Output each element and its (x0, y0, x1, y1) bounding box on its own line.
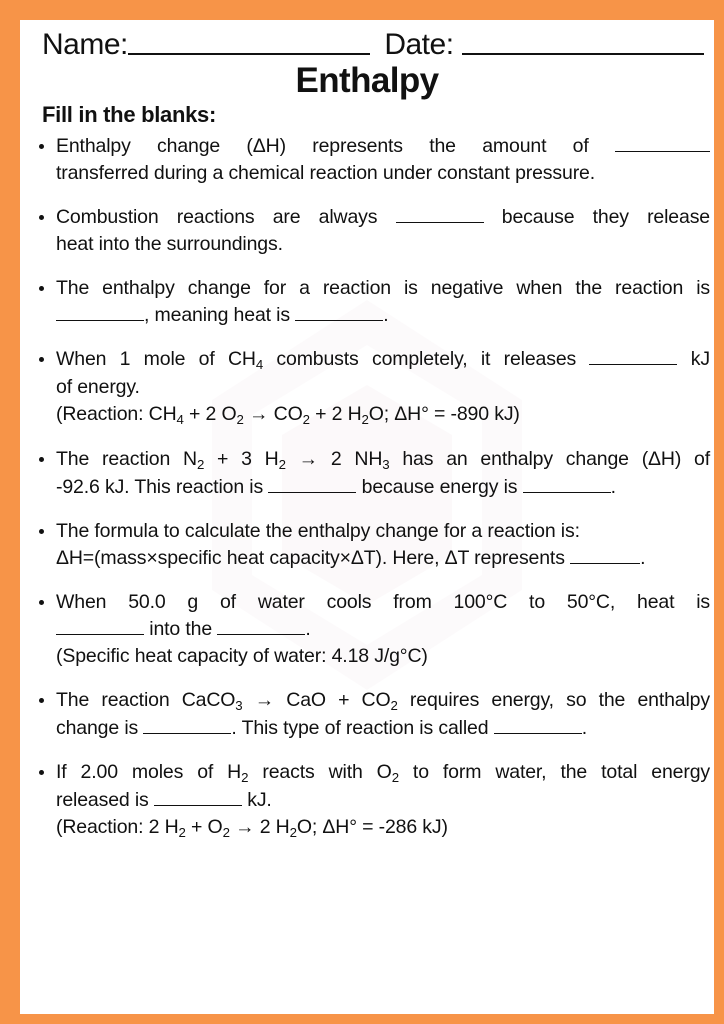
q6-text-a: The formula to calculate the enthalpy change for a reaction is: (56, 520, 580, 542)
q6-text-c: . (640, 547, 646, 569)
q1-text-a: Enthalpy change (ΔH) represents the amount of (56, 135, 589, 157)
question-item-9 (30, 759, 710, 842)
q1-text-b: transferred during a chemical reaction under constant pressure. (56, 162, 596, 184)
q9-text-e: kJ. (247, 789, 272, 811)
q4-reaction-t3: + 2 H (309, 403, 362, 425)
q3-text-b: , meaning heat is (144, 304, 290, 326)
question-item-5 (30, 446, 710, 501)
q9-text-a: If 2.00 moles of H (56, 761, 242, 783)
q5-blank-1[interactable] (268, 492, 356, 493)
q3-text-c: . (383, 304, 389, 326)
q7-blank-1[interactable] (56, 634, 144, 635)
q5-text-b: + 3 H (204, 448, 279, 470)
q1-blank-1[interactable] (615, 151, 710, 152)
q9-sub-1: 2 (241, 769, 249, 785)
q4-reaction-t4: O; ΔH° = -890 kJ) (368, 403, 520, 425)
q3-text-a: The enthalpy change for a reaction is negative when the reaction is (56, 277, 710, 299)
q4-blank-1[interactable] (589, 364, 677, 365)
q7-text-a: When 50.0 g of water cools from 100°C to 50°C, heat is (56, 591, 710, 613)
date-label: Date: (384, 28, 454, 61)
q9-text-b: reacts with O (248, 761, 392, 783)
q5-sub-3: 3 (382, 456, 390, 472)
q4-reaction-t2: → CO (243, 403, 303, 425)
q5-sub-2: 2 (278, 456, 286, 472)
q9-reaction-t2: → 2 H (229, 816, 290, 838)
q7-text-b: into the (149, 618, 213, 640)
worksheet-sheet (20, 20, 714, 1014)
q5-text-d: has an enthalpy change (ΔH) of (389, 448, 711, 470)
q8-text-e: . This type of reaction is called (231, 717, 489, 739)
question-item-4 (30, 346, 710, 429)
q8-text-b: → CaO + CO (242, 689, 391, 711)
q5-text-e: -92.6 kJ. This reaction is (56, 476, 264, 498)
q4-text-d: of energy. (56, 376, 140, 398)
q4-reaction-sub-2: 2 (236, 411, 244, 427)
q3-blank-2[interactable] (295, 320, 383, 321)
q2-text-c: heat into the surroundings. (56, 233, 283, 255)
q9-reaction-sub-2: 2 (222, 824, 230, 840)
q3-blank-1[interactable] (56, 320, 144, 321)
q4-reaction-sub-1: 4 (176, 411, 184, 427)
q4-sub-1: 4 (255, 356, 264, 372)
q8-text-c: requires energy, so the enthalpy (397, 689, 710, 711)
q7-text-c: . (305, 618, 311, 640)
question-item-8 (30, 687, 710, 742)
q9-reaction-sub-3: 2 (289, 824, 297, 840)
instruction-heading: Fill in the blanks: (42, 102, 216, 127)
q4-text-a: When 1 mole of CH (56, 348, 256, 370)
q4-reaction-line (56, 401, 710, 429)
q9-reaction-t1: + O (185, 816, 223, 838)
q8-sub-1: 3 (235, 697, 243, 713)
date-input-rule[interactable] (462, 53, 704, 55)
q5-blank-2[interactable] (523, 492, 611, 493)
question-item-7 (30, 589, 710, 670)
name-label: Name: (42, 28, 128, 61)
worksheet-content (20, 20, 714, 842)
q9-text-d: released is (56, 789, 149, 811)
q4-reaction-open: (Reaction: CH (56, 403, 177, 425)
q8-text-a: The reaction CaCO (56, 689, 236, 711)
q9-reaction-t3: O; ΔH° = -286 kJ) (296, 816, 448, 838)
name-date-row (20, 20, 714, 60)
question-item-6 (30, 518, 710, 572)
q4-reaction-sub-4: 2 (361, 411, 369, 427)
q8-text-f: . (581, 717, 587, 739)
q5-text-a: The reaction N (56, 448, 197, 470)
q7-blank-2[interactable] (217, 634, 305, 635)
q8-blank-1[interactable] (143, 733, 231, 734)
q8-blank-2[interactable] (494, 733, 582, 734)
q4-reaction-t1: + 2 O (183, 403, 237, 425)
q8-sub-2: 2 (390, 697, 398, 713)
q7-note: (Specific heat capacity of water: 4.18 J/g°C) (56, 645, 428, 667)
q9-sub-2: 2 (391, 769, 399, 785)
question-item-1 (30, 133, 710, 187)
q6-text-b: ΔH=(mass×specific heat capacity×ΔT). Here, ΔT represents (56, 547, 565, 569)
q6-blank-1[interactable] (570, 563, 640, 564)
q5-text-g: . (610, 476, 616, 498)
q2-blank-1[interactable] (396, 222, 484, 223)
q9-reaction-sub-1: 2 (178, 824, 186, 840)
q9-blank-1[interactable] (154, 805, 242, 806)
q4-text-c: kJ (690, 348, 710, 370)
question-list (20, 127, 714, 842)
q8-text-d: change is (56, 717, 139, 739)
name-input-rule[interactable] (128, 53, 370, 55)
page-title: Enthalpy (295, 61, 439, 100)
q9-reaction-line (56, 814, 710, 842)
q5-text-f: because energy is (361, 476, 518, 498)
q2-text-a: Combustion reactions are always (56, 206, 378, 228)
q9-reaction-open: (Reaction: 2 H (56, 816, 179, 838)
question-item-3 (30, 275, 710, 329)
q4-text-b: combusts completely, it releases (263, 348, 577, 370)
q4-reaction-sub-3: 2 (302, 411, 310, 427)
question-item-2 (30, 204, 710, 258)
q5-sub-1: 2 (196, 456, 205, 472)
q2-text-b: because they release (501, 206, 710, 228)
q5-text-c: → 2 NH (285, 448, 383, 470)
q9-text-c: to form water, the total energy (398, 761, 710, 783)
